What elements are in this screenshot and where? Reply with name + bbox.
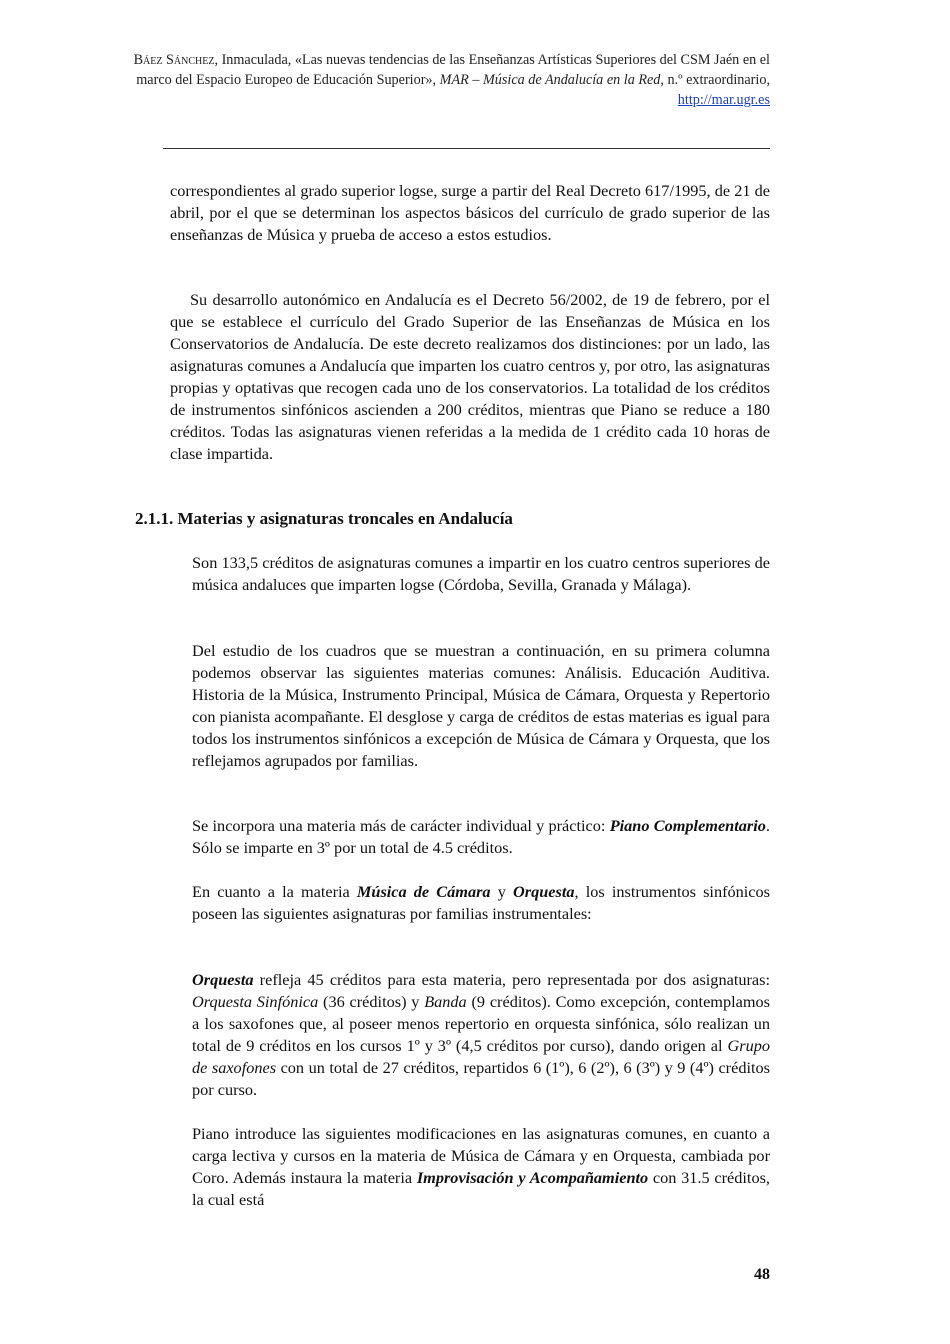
paragraph-3: Son 133,5 créditos de asignaturas comunes a impartir en los cuatro centros superiores de música andaluces que imparten logse (Córdoba, Sevilla, Granada y Málaga). — [192, 553, 770, 594]
p5-post: . Sólo se imparte en 3º por un total de 4.5 créditos. — [192, 816, 770, 857]
p8-pre: Piano introduce las siguientes modificaciones en las asignaturas comunes, en cuanto a carga lectiva y cursos en la materia de Música de Cámara y en Orquesta, cambiada por Coro. Además instaura la materia — [192, 1124, 770, 1187]
p7-text-1: refleja 45 créditos para esta materia, pero representada por dos asignaturas: — [253, 970, 770, 989]
p7-italic-1: Orquesta Sinfónica — [192, 992, 319, 1011]
p7-text-4: con un total de 27 créditos, repartidos 6 (1º), 6 (2º), 6 (3º) y 9 (4º) créditos por curso. — [192, 1058, 770, 1099]
paragraph-5 — [192, 815, 770, 859]
p7-text-3: (9 créditos). Como excepción, contemplamos a los saxofones que, al poseer menos repertorio en orquesta sinfónica, sólo realizan un total de 9 créditos en los cursos 1º y 3º (4,5 créditos por curso), dando origen al — [192, 992, 770, 1055]
journal-link[interactable]: http://mar.ugr.es — [677, 92, 770, 108]
p5-pre: Se incorpora una materia más de carácter individual y práctico: — [192, 816, 610, 835]
p6-emphasis-1: Música de Cámara — [356, 882, 491, 901]
journal-name: MAR – Música de Andalucía en la Red — [439, 72, 661, 88]
section-heading: 2.1.1. Materias y asignaturas troncales en Andalucía — [135, 509, 513, 528]
paragraph-2 — [170, 289, 770, 465]
p6-mid: y — [490, 882, 513, 901]
header-divider — [163, 148, 770, 149]
author-surname: Báez Sánchez — [133, 52, 215, 68]
p8-emphasis: Improvisación y Acompañamiento — [416, 1168, 649, 1187]
p7-italic-2: Banda — [424, 992, 467, 1011]
page-number: 48 — [754, 1266, 770, 1283]
p5-emphasis: Piano Complementario — [609, 816, 766, 835]
p7-text-2: (36 créditos) y — [318, 992, 425, 1011]
p6-post: , los instrumentos sinfónicos poseen las siguientes asignaturas por familias instrumentales: — [192, 882, 771, 923]
p8-post: con 31.5 créditos, la cual está — [192, 1168, 770, 1209]
p6-pre: En cuanto a la materia — [192, 882, 357, 901]
p7-italic-3: Grupo de saxofones — [192, 1036, 770, 1077]
paragraph-8 — [192, 1123, 770, 1211]
p7-emphasis: Orquesta — [192, 970, 254, 989]
paragraph-6 — [192, 881, 770, 925]
paragraph-4: Del estudio de los cuadros que se muestran a continuación, en su primera columna podemos observar las siguientes materias comunes: Análisis. Educación Auditiva. Historia de la Música, Instrumento Principal, Música de Cámara, Orquesta y Repertorio con pianista acompañante. El desglose y carga de créditos de estas materias es igual para todos los instrumentos sinfónicos a excepción de Música de Cámara y Orquesta, que los reflejamos agrupados por familias. — [192, 641, 770, 770]
citation-text: , Inmaculada, «Las nuevas tendencias de las Enseñanzas Artísticas Superiores del CSM Jaén en el marco del Espacio Europeo de Educación Superior», — [136, 52, 770, 88]
citation-header — [130, 50, 770, 110]
paragraph-1: correspondientes al grado superior logse, surge a partir del Real Decreto 617/1995, de 21 de abril, por el que se determinan los aspectos básicos del currículo de grado superior de las enseñanzas de Música y prueba de acceso a estos estudios. — [170, 181, 770, 244]
issue-text: , n.º extraordinario, — [660, 72, 770, 88]
paragraph-7 — [192, 969, 770, 1101]
paragraph-2-text: Su desarrollo autonómico en Andalucía es el Decreto 56/2002, de 19 de febrero, por el que se establece el currículo del Grado Superior de las Enseñanzas de Música en los Conservatorios de Andalucía. De este decreto realizamos dos distinciones: por un lado, las asignaturas comunes a Andalucía que imparten los cuatro centros y, por otro, las asignaturas propias y optativas que recogen cada uno de los conservatorios. La totalidad de los créditos de instrumentos sinfónicos ascienden a 200 créditos, mientras que Piano se reduce a 180 créditos. Todas las asignaturas vienen referidas a la medida de 1 crédito cada 10 horas de clase impartida. — [170, 290, 770, 463]
p6-emphasis-2: Orquesta — [512, 882, 575, 901]
